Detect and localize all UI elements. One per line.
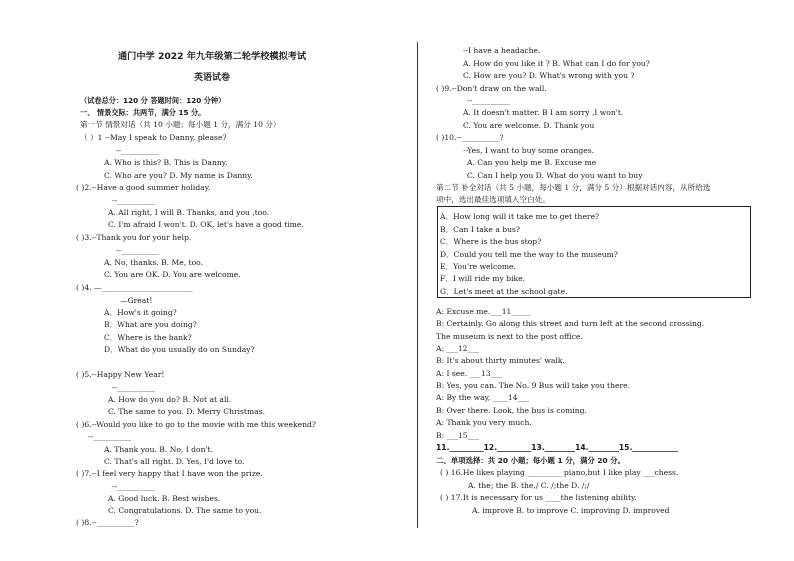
- answer-blank: --__________: [112, 383, 156, 392]
- options-ab: A. Good luck. B. Best wishes.: [108, 494, 221, 503]
- question-3: ( )3.--Thank you for your help.: [76, 233, 192, 242]
- option-item: E．You're welcome.: [440, 262, 516, 271]
- dialogue-line: A: I see. ___13___: [436, 369, 503, 378]
- question-1: （ ）1 --May I speak to Danny, please?: [80, 133, 227, 142]
- answer-blank: --__________: [116, 146, 160, 155]
- section-2-heading: 二、单项选择：共 20 小题；每小题 1 分，满分 20 分。: [436, 456, 625, 465]
- reply-text: —Great!: [120, 296, 153, 305]
- dialogue-line: A: Thank you very much.: [436, 418, 532, 427]
- dialogue-line: The museum is next to the post office.: [436, 332, 583, 341]
- dialogue-line: A: Excuse me.___11_____: [436, 307, 531, 316]
- part-2-heading-cont: 项中，选出最佳选项填入空白处。: [436, 195, 550, 204]
- options-cd: C. Congratulations. D. The same to you.: [108, 506, 262, 515]
- answer-blank: --__________: [112, 196, 156, 205]
- options-ab: A. How do you do? B. Not at all.: [108, 395, 232, 404]
- section-1-heading: 一、 情景交际：共两节，满分 15 分。: [80, 108, 206, 117]
- option-b: B．What are you doing?: [104, 320, 197, 329]
- option-a: A．How's it going?: [104, 308, 177, 317]
- options-cd: C. You are welcome. D. Thank you: [463, 121, 595, 130]
- answer-blank: --__________: [116, 246, 160, 255]
- question-6: ( )6.--Would you like to go to the movie with me this weekend?: [76, 420, 316, 429]
- answer-blanks-row: 11._________12._________13.________14.________15.____________: [436, 443, 678, 452]
- part-2-heading: 第二节 补全对话（共 5 小题，每小题 1 分，满分 5 分）根据对话内容，从所给选: [436, 183, 711, 192]
- question-2: ( )2.--Have a good summer holiday.: [76, 183, 211, 192]
- score-info: （试卷总分：120 分 答题时间：120 分钟）: [80, 96, 226, 105]
- options-ab: A. No, thanks. B. Me, too.: [104, 258, 204, 267]
- option-item: C．Where is the bus stop?: [440, 237, 542, 246]
- option-item: B．Can I take a bus?: [440, 225, 520, 234]
- options-cd: C. Can I help you D. What do you want to buy: [467, 171, 643, 180]
- q8-reply: --I have a headache.: [463, 46, 541, 55]
- dialogue-line: B: It's about thirty minutes' walk.: [436, 356, 565, 365]
- option-item: D．Could you tell me the way to the museum?: [440, 250, 618, 259]
- dialogue-line: B: Yes, you can. The No. 9 Bus will take you there.: [436, 381, 631, 390]
- question-9: ( )9.--Don't draw on the wall.: [436, 84, 547, 93]
- options-ab: A. Can you help me B. Excuse me: [467, 158, 597, 167]
- question-8: ( )8.--__________?: [76, 518, 139, 527]
- options-ab: A. All right, I will B. Thanks, and you ,too.: [108, 208, 270, 217]
- answer-blank: --__________: [467, 96, 511, 105]
- dialogue-line: B: ___15___: [436, 431, 479, 440]
- options-cd: C. Who are you? D. My name is Danny.: [104, 171, 253, 180]
- dialogue-line: A: ___12___: [436, 344, 479, 353]
- question-16: ( ) 16.He likes playing _________ piano,but I like play ___chess.: [440, 468, 679, 477]
- options-ab: A. It doesn't matter. B I am sorry ,I won't.: [463, 108, 624, 117]
- options-cd: C. How are you? D. What's wrong with you ?: [463, 71, 635, 80]
- options-ab: A. Who is this? B. This is Danny.: [104, 158, 228, 167]
- options-ab: A. How do you like it ? B. What can I do for you?: [463, 59, 650, 68]
- question-16-options: A. the; the B. the,/ C. /;the D. /;/: [468, 481, 590, 490]
- option-c: C．Where is the bank?: [104, 333, 192, 342]
- question-4: ( )4. —________________________: [76, 283, 193, 292]
- options-cd: C. You are OK. D. You are welcome.: [104, 270, 241, 279]
- part-1-heading: 第一节 情景对话（共 10 小题；每小题 1 分，满分 10 分）: [80, 120, 281, 129]
- question-17-options: A. improve B. to improve C. improving D. improved: [472, 506, 670, 515]
- options-ab: A. Thank you. B. No, I don't.: [104, 445, 214, 454]
- exam-title: 通门中学 2022 年九年级第二轮学校模拟考试: [118, 51, 307, 62]
- option-item: A．How long will it take me to get there?: [440, 212, 600, 221]
- question-10: ( )10.--__________?: [436, 133, 504, 142]
- options-cd: C. That's all right. D. Yes, I'd love to.: [104, 457, 245, 466]
- option-item: F．I will ride my bike.: [440, 274, 526, 283]
- dialogue-line: B: Over there. Look, the bus is coming.: [436, 406, 587, 415]
- column-divider: [417, 42, 418, 528]
- question-17: ( ) 17.It is necessary for us ____the listening ability.: [440, 493, 637, 502]
- options-cd: C. I'm afraid I won't. D. OK, let's have a good time.: [108, 220, 304, 229]
- dialogue-line: A: By the way, ____14___: [436, 393, 529, 402]
- answer-blank: --__________: [88, 432, 132, 441]
- options-cd: C. The same to you. D. Merry Christmas.: [108, 407, 266, 416]
- exam-subtitle: 英语试卷: [194, 73, 231, 83]
- option-item: G．Let's meet at the school gate.: [440, 287, 568, 296]
- dialogue-line: B: Certainly. Go along this street and turn left at the second crossing.: [436, 319, 705, 328]
- question-5: ( )5.--Happy New Year!: [76, 370, 165, 379]
- reply-text: --Yes, I want to buy some oranges.: [463, 146, 595, 155]
- question-7: ( )7.--I feel very happy that I have won the prize.: [76, 469, 263, 478]
- option-d: D．What do you usually do on Sunday?: [104, 345, 255, 354]
- answer-blank: --__________: [112, 482, 156, 491]
